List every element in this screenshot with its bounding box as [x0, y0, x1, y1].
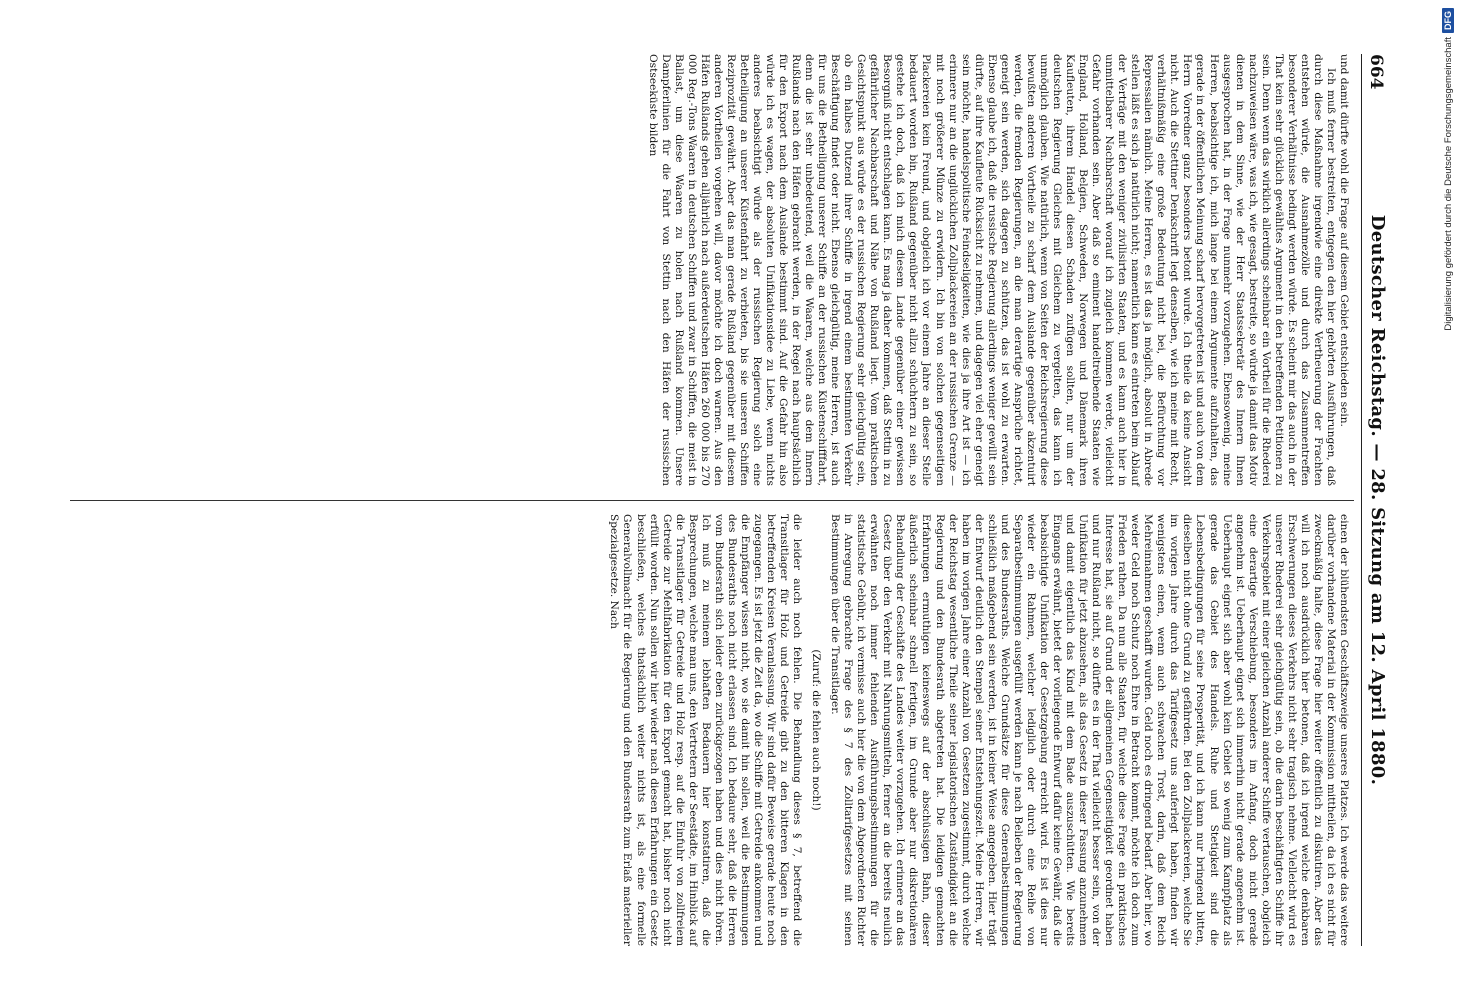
paragraph: die leider auch noch fehlen. Die Behandlung dieses § 7, betreffend die Transitlager für Holz und Getreide gibt zu den bitteren Klagen in den betreffenden Kreisen Veranlassung. Wir sind dafür Beweise gerade heute noch zugegangen. Es ist jetzt die Zeit da, wo die Schiffe mit Getreide ankommen und die Empfänger wissen nicht, wo sie damit hin sollen, weil die Bestimmungen des Bundesraths noch nicht erlassen sind. Ich bedaure sehr, daß die Herren vom Bundesrath sich leider eben zurückgezogen haben und dies nicht hören. Ich muß zu meinem lebhaften Bedauern hier konstatiren, daß die Besprechungen, welche man uns, den Vertretern der Seestädte, im Hinblick auf die Transitlager für Getreide und Holz resp. auf die Einfuhr von zollfreiem Getreide zur Mehlfabrikation für den Export gemacht hat, bisher noch nicht erfüllt worden. Nun sollen wir hier wieder nach diesen Erfahrungen ein Gesetz beschließen, welches thatsächlich weiter nichts ist, als eine formelle Generalvollmacht für die Regierung und den Bundesrath zum Erlaß materieller Spezialgesetze. Nach	[608, 514, 804, 946]
digitization-credit	[1400, 0, 1454, 1000]
dfg-logo: DFG	[1442, 8, 1454, 33]
left-column	[70, 54, 1350, 486]
header-rule	[1361, 54, 1362, 946]
paragraph: Ich muß ferner bestreiten, entgegen den hier gehörten Ausführungen, daß durch diese Maßnahme irgendwie eine direkte Vertheuerung der Frachten entstehen würde, die Ausnahmezölle und durch das Zusammentreffen besonderer Verhältnisse bedingt werden würde. Es scheint mir das auch in der That kein sehr glücklich gewähltes Argument in den betreffenden Petitionen zu sein. Denn wenn das wirklich allerdings scheinbar ein Vortheil für die Rhederei nachzuweisen wäre, was ich, wie gesagt, bestreite, so würde ja damit das Motiv dienen in dem Sinne, wie der Herr Staatssekretär des Innern Ihnen ausgesprochen hat, in der Frage nunmehr vorzugehen. Ebensowenig, meine Herren, beabsichtige ich, mich lange bei einem Argumente aufzuhalten, das gerade in der öffentlichen Meinung scharf hervorgetreten ist und auch von dem Herrn Vorredner ganz besonders betont wurde. Ich theile da keine Ansicht nicht. Auch die Stettiner Denkschrift legt denselben, wie ich meine mit Recht, verhältnißmäßig eine große Bedeutung nicht bei, die Befürchtung vor Repressalien nämlich. Meine Herren, es ist das ja möglich, absolut in Abrede stellen läßt es sich ja natürlich nicht; namentlich kann es eintreten beim Ablauf der Verträge mit den weniger zivilisirten Staaten, und es kann auch hier in unmittelbarer Nachbarschaft worauf ich zugleich kommen werde, vielleicht Gefahr vorhanden sein. Aber daß so eminent handeltreibende Staaten wie England, Holland, Belgien, Schweden, Norwegen und Dänemark ihren Kaufleuten, ihrem Handel diesen Schaden zufügen sollten, nur um der deutschen Regierung Gleiches mit Gleichem zu vergelten, das kann ich unmöglich glauben. Wie natürlich, wenn von Seiten der Reichsregierung diese bewußten anderen Vortheile zu scharf dem Auslande gegenüber akzentuirt werden, die fremden Regierungen, an die man derartige Ansprüche richtet, geneigt sein werden, sich dagegen zu schützen, das ist wohl zu erwarten. Ebenso glaube ich, daß die russische Regierung allerdings weniger gewillt sein dürfte, auf ihre Kaufleute Rücksicht zu nehmen, und dagegen viel eher geneigt sein möchte, handelspolitische Feindseligkeiten, wie dies ja ihre Art ist — ich erinnere nur an die unglücklichen Zollplackereien an der russischen Grenze — mit noch größerer Münze zu erwidern. Ich bin von solchen gegenseitigen Plackereien kein Freund, und obgleich ich vor einem Jahre an dieser Stelle bedauert worden bin, Rußland gegenüber nicht allzu schüchtern zu sein, so gestehe ich doch, daß ich mich diesem Lande gegenüber einer gewissen Besorgniß nicht entschlagen kann. Es mag ja daher kommen, daß Stettin in zu gefährlicher Nachbarschaft und Nähe von Rußland liegt. Vom praktischen Gesichtspunkt aus würde es der russischen Regierung sehr gleichgültig sein, ob ein halbes Dutzend ihrer Schiffe in irgend einem bestimmten Verkehr Beschäftigung findet oder nicht. Ebenso gleichgültig, meine Herren, ist auch für uns die Betheiligung unserer Schiffe an der russischen Küstenschifffahrt, denn die ist sehr unbedeutend, weil die Waaren, welche aus dem Innern Rußlands nach den Häfen gebracht werden, in der Regel nach hauptsächlich für den Export nach dem Auslande bestimmt sind. Auf die Gefahr hin also würde ich es wagen, der absoluten Unifikationsidee zu Liebe, wenn nichts anderes beabsichtigt würde als der russischen Regierung solch eine Betheiligung an unserer Küstenfahrt zu verbieten, bis sie unseren Schiffen Reziprozität gewährt. Aber das man gerade Rußland gegenüber mit diesem anderen Vortheilen vorgehen will, davor möchte ich doch warnen. Aus den Häfen Rußlands gehen alljährlich nach außerdeutschen Häfen 260 000 bis 270 000 Reg.-Tons Waaren in deutschen Schiffen und zwar in Schiffen, die meist in Ballast, um diese Waaren zu holen nach Rußland kommen. Unsere Dampferlinien für die Fahrt von Stettin nach den Häfen der russischen Ostseeküste bilden	[646, 54, 1337, 486]
paragraph: einen der blühendsten Geschäftszweige unseres Platzes. Ich werde das weitere darüber vorhandene Material in der Kommission mittheilen, da ich es nicht für zweckmäßig halte, diese Frage hier weiter öffentlich zu diskutiren. Aber das will ich noch ausdrücklich hier betonen, daß ich irgend welche denkbaren Erschwerungen dieses Verkehrs nicht sehr tragisch nehme. Vielleicht wird es unserer Rhederei sehr gleichgültig sein, ob die darin beschäftigten Schiffe ihr Verkehrsgebiet mit einer gleichen Anzahl anderer Schiffe vertauschen, obgleich eine derartige Verschiebung, besonders im Anfang, doch nicht gerade angenehm ist. Ueberhaupt eignet sich immerhin nicht gerade angenehm ist. Ueberhaupt eignet sich aber wohl kein Gebiet so wenig zum Kampfplatz als gerade das Gebiet des Handels. Ruhe und Stetigkeit sind die Lebensbedingungen für seine Prosperität, und ich kann nur bringend bitten, dieselben nicht ohne Grund zu gefährden. Bei den Zollplackereien, welche Sie im vorigen Jahre durch das Tarifgesetz uns auferlegt haben, finden wir wenigstens einen, wenn auch schwachen Trost, darin, daß dem Reich Mehreinnahmen geschafft wurden. Geld noch es dringend bedarf. Aber hier, wo weder Geld noch Schutz noch Ehre in Betracht kommt, möchte ich doch zum Frieden rathen. Da nun alle Staaten, für welche diese Frage ein praktisches Interesse hat, sie auf Grund der allgemeinen Gegenseitigkeit geordnet haben und nur Rußland nicht, so dürfte es in der That vielleicht besser sein, von der Unifikation für jetzt abzusehen, als das Gesetz in dieser Fassung anzunehmen und damit eigentlich das Kind mit dem Bade auszuschütten. Wie bereits Eingangs erwähnt, bietet der vorliegende Entwurf dafür keine Gewähr, daß die beabsichtigte Unifikation der Gesetzgebung erreicht wird. Es ist dies nur wieder ein Rahmen, welcher lediglich oder durch eine Reihe von Separatbestimmungen ausgefüllt werden kann je nach Belieben der Regierung und des Bundesraths. Welche Grundsätze für diese Generalbestimmungen schließlich maßgebend sein werden, ist in keiner Weise angegeben. Hier trägt der Entwurf deutlich den Stempel seiner Entstehungszeit. Meine Herren, wir haben im vorigen Jahre einer Anzahl von Gesetzen zugestimmt, durch welche der Reichstag wesentliche Theile seiner legislatorischen Zuständigkeit an die Regierung und den Bundesrath abgetreten hat. Die leidigen gemachten Erfahrungen ermuthigen keineswegs auf der abschüssigen Bahn, dieser äußerlich scheinbar schnell fertigen, im Grunde aber nur diskretionären Behandlung der Geschäfte des Landes weiter vorzugehen. Ich erinnere an das Gesetz über den Verkehr mit Nahrungsmitteln, ferner an die bereits neulich erwähnten noch immer fehlenden Ausführungsbestimmungen für die statistische Gebühr, ich vermisse auch hier die von dem Abgeordneten Richter in Anregung gebrachte Frage des § 7 des Zolltarifgesetzes mit seinen Bestimmungen über die Transitlager.	[829, 514, 1350, 946]
credit-text: Digitalisierung gefördert durch die Deutsche Forschungsgemeinschaft	[1442, 37, 1454, 331]
right-column	[70, 514, 1350, 946]
running-title: Deutscher Reichstag. — 28. Sitzung am 12. April 1880.	[1367, 214, 1388, 786]
paragraph: und damit dürfte wohl die Frage auf diesem Gebiet entschieden sein.	[1338, 54, 1350, 427]
column-divider	[70, 500, 1354, 501]
interjection: (Zuruf: die fehlen auch noch!)	[810, 649, 823, 811]
page-number: 664	[1366, 54, 1386, 90]
